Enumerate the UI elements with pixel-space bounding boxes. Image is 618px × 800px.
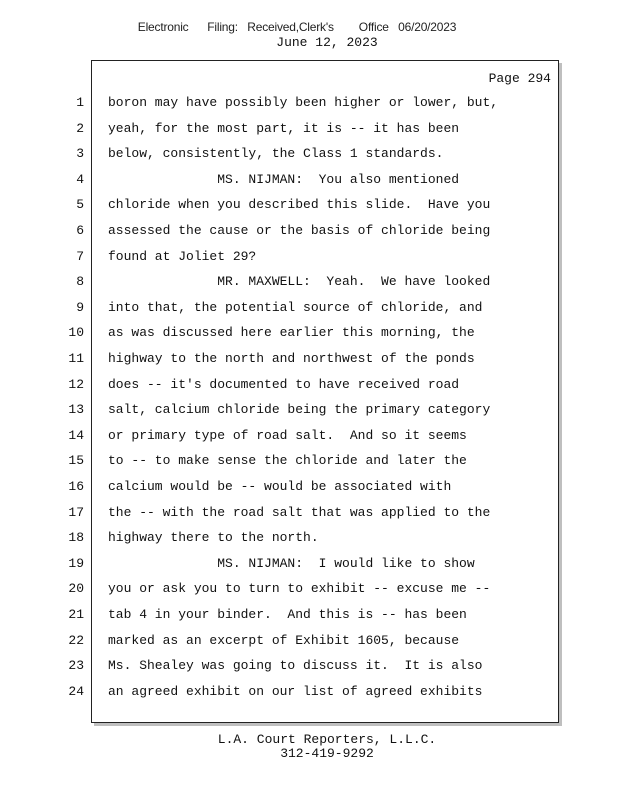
line-text: to -- to make sense the chloride and later the xyxy=(108,453,467,469)
line-number: 3 xyxy=(76,146,84,162)
transcript-line xyxy=(0,271,600,293)
transcript-line xyxy=(0,348,600,370)
transcript-line xyxy=(0,118,600,140)
line-text: chloride when you described this slide. Have you xyxy=(108,197,491,213)
line-number: 20 xyxy=(68,581,84,597)
line-number: 1 xyxy=(76,95,84,110)
transcript-line xyxy=(0,578,600,600)
line-text: does -- it's documented to have received road xyxy=(108,376,460,392)
hearing-date: June 12, 2023 xyxy=(276,35,378,50)
line-number: 17 xyxy=(68,504,84,520)
transcript-line xyxy=(0,143,600,165)
transcript-line xyxy=(0,194,600,216)
transcript-line xyxy=(0,604,600,626)
transcript-line xyxy=(0,297,600,319)
line-text: marked as an excerpt of Exhibit 1605, because xyxy=(108,632,460,648)
line-number: 19 xyxy=(68,555,84,571)
transcript-line xyxy=(0,527,600,549)
line-text: boron may have possibly been higher or lower, but, xyxy=(108,95,499,110)
court-reporter-phone: 312-419-9292 xyxy=(280,746,374,761)
transcript-line xyxy=(0,476,600,498)
line-number: 9 xyxy=(76,299,84,315)
line-text: highway to the north and northwest of the ponds xyxy=(108,351,475,366)
court-reporter-name: L.A. Court Reporters, L.L.C. xyxy=(217,732,437,747)
line-text: Ms. Shealey was going to discuss it. It is also xyxy=(108,658,483,674)
line-number: 11 xyxy=(68,351,84,366)
line-text: as was discussed here earlier this morning, the xyxy=(108,325,475,341)
transcript-line xyxy=(0,425,600,447)
line-text: an agreed exhibit on our list of agreed exhibits xyxy=(108,683,483,699)
transcript-line xyxy=(0,630,600,652)
line-text: below, consistently, the Class 1 standards. xyxy=(108,146,444,162)
line-number: 10 xyxy=(68,325,84,341)
line-text: calcium would be -- would be associated with xyxy=(108,479,452,494)
transcript-line xyxy=(0,374,600,396)
line-number: 14 xyxy=(68,427,84,443)
line-number: 4 xyxy=(76,171,84,187)
line-number: 12 xyxy=(68,376,84,392)
line-text: into that, the potential source of chloride, and xyxy=(108,299,483,315)
transcript-line xyxy=(0,322,600,344)
line-text: MS. NIJMAN: You also mentioned xyxy=(108,171,460,187)
line-number: 18 xyxy=(68,530,84,546)
line-number: 16 xyxy=(68,479,84,494)
page-number: Page 294 xyxy=(488,71,551,86)
transcript-line xyxy=(0,553,600,575)
line-text: MR. MAXWELL: Yeah. We have looked xyxy=(108,274,491,290)
line-text: salt, calcium chloride being the primary category xyxy=(108,402,491,418)
line-text: yeah, for the most part, it is -- it has been xyxy=(108,120,460,136)
line-text: MS. NIJMAN: I would like to show xyxy=(108,555,475,571)
line-number: 8 xyxy=(76,274,84,290)
line-text: or primary type of road salt. And so it seems xyxy=(108,427,467,443)
line-text: found at Joliet 29? xyxy=(108,248,257,264)
line-text: assessed the cause or the basis of chloride being xyxy=(108,223,491,238)
transcript-line xyxy=(0,399,600,421)
line-number: 15 xyxy=(68,453,84,469)
line-number: 2 xyxy=(76,120,84,136)
line-number: 13 xyxy=(68,402,84,418)
line-number: 22 xyxy=(68,632,84,648)
transcript-line xyxy=(0,220,600,242)
transcript-line xyxy=(0,92,600,114)
line-number: 6 xyxy=(76,223,84,238)
transcript-line xyxy=(0,169,600,191)
transcript-line xyxy=(0,502,600,524)
line-text: highway there to the north. xyxy=(108,530,319,546)
filing-stamp: Electronic Filing: Received,Clerk's Office 06/20/2023 xyxy=(137,20,457,34)
line-number: 5 xyxy=(76,197,84,213)
line-number: 21 xyxy=(68,607,84,622)
line-text: the -- with the road salt that was applied to the xyxy=(108,504,491,520)
line-text: tab 4 in your binder. And this is -- has been xyxy=(108,607,467,622)
line-text: you or ask you to turn to exhibit -- excuse me -- xyxy=(108,581,491,597)
transcript-line xyxy=(0,246,600,268)
transcript-line xyxy=(0,450,600,472)
line-number: 24 xyxy=(68,683,84,699)
transcript-line xyxy=(0,681,600,703)
transcript-line xyxy=(0,655,600,677)
line-number: 7 xyxy=(76,248,84,264)
line-number: 23 xyxy=(68,658,84,674)
